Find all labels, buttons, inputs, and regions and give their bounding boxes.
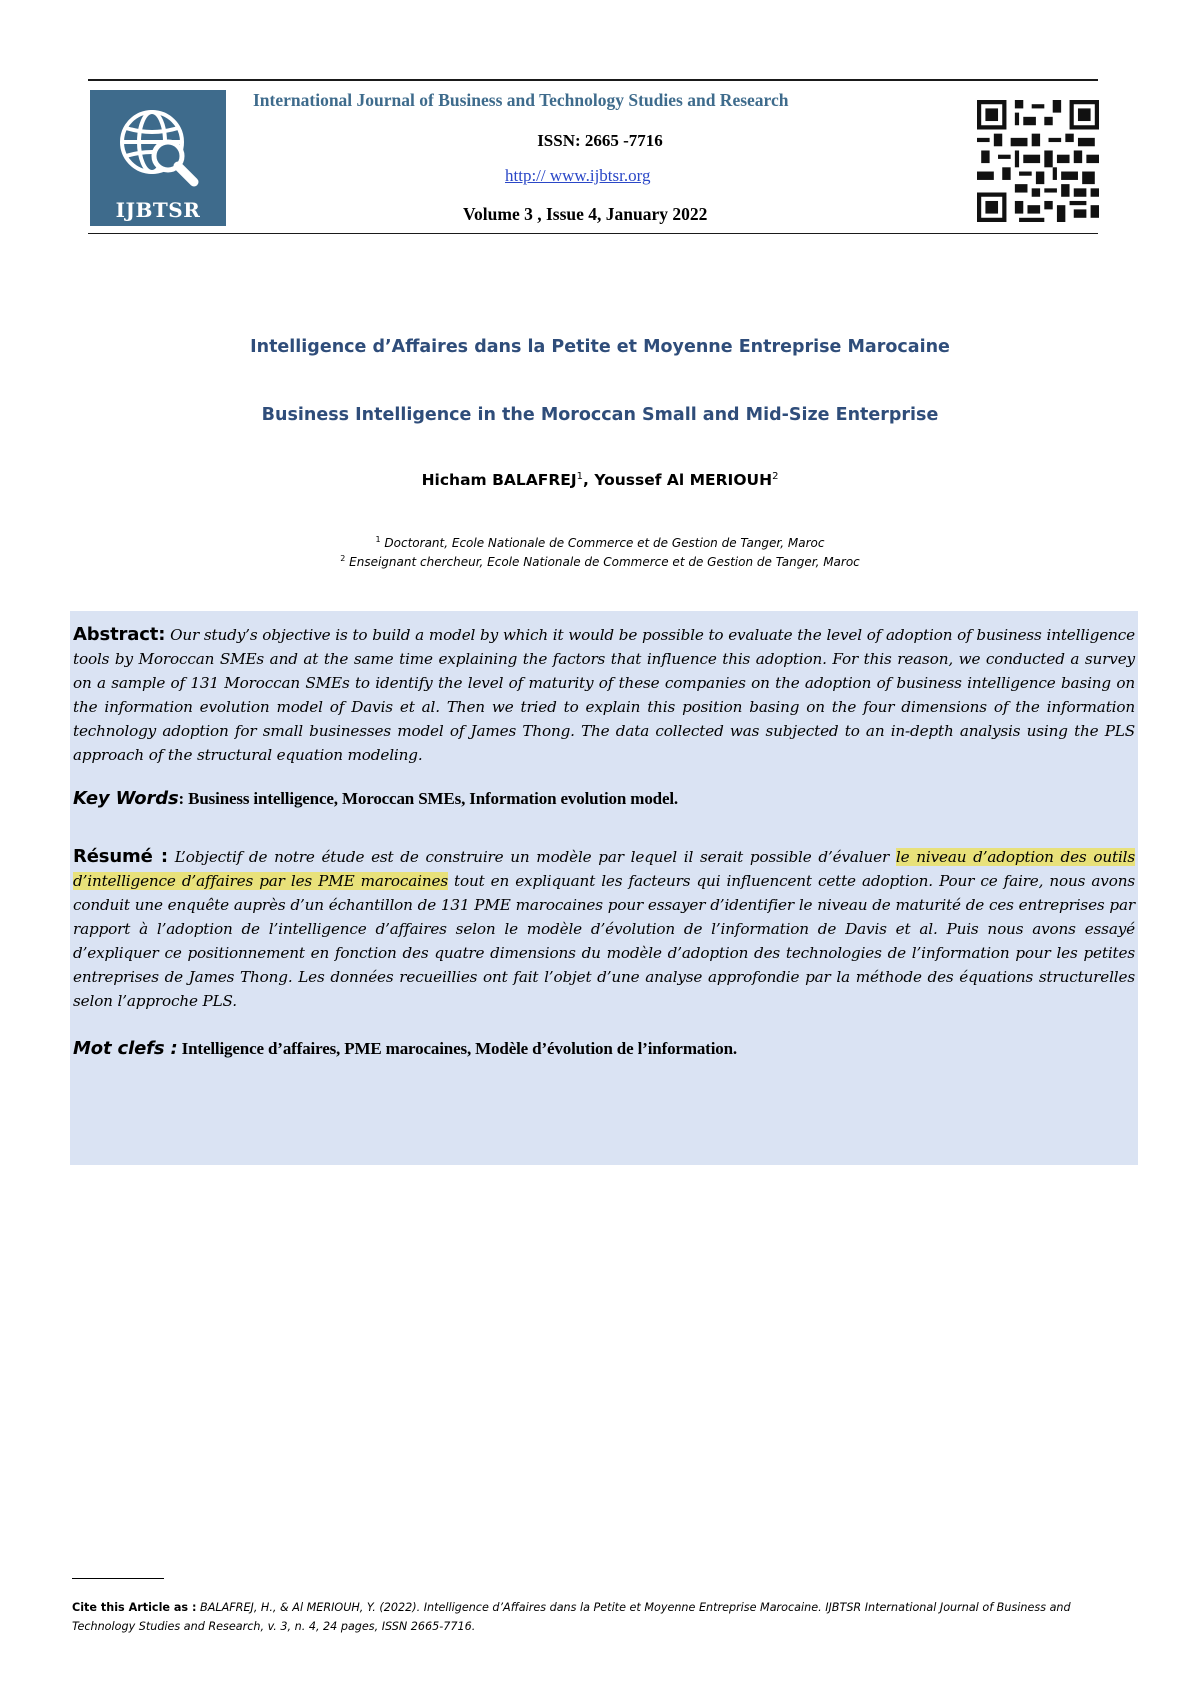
citation-label: Cite this Article as : bbox=[72, 1601, 197, 1614]
affiliation-1-text: Doctorant, Ecole Nationale de Commerce et de Gestion de Tanger, Maroc bbox=[380, 536, 825, 550]
keywords-colon: : bbox=[178, 789, 189, 808]
title-french: Intelligence d’Affaires dans la Petite et Moyenne Entreprise Marocaine bbox=[250, 337, 950, 357]
abstract-box bbox=[70, 611, 1138, 1165]
abstract-paragraph bbox=[73, 623, 1135, 767]
resume-text-before: L’objectif de notre étude est de construire un modèle par lequel il serait possible d’évaluer bbox=[167, 848, 896, 866]
header-bottom-rule bbox=[88, 233, 1098, 234]
resume-highlight: le niveau d’adoption des outils d’intelligence d’affaires par les PME marocaines bbox=[73, 848, 1136, 890]
author-1: Hicham BALAFREJ bbox=[421, 471, 577, 490]
qr-code-icon bbox=[977, 100, 1099, 222]
issn-text: ISSN: 2665 -7716 bbox=[537, 131, 663, 150]
title-english: Business Intelligence in the Moroccan Small and Mid-Size Enterprise bbox=[261, 405, 939, 425]
author-2: Youssef Al MERIOUH bbox=[594, 471, 773, 490]
journal-logo bbox=[90, 90, 226, 226]
citation-text: BALAFREJ, H., & Al MERIOUH, Y. (2022). Intelligence d’Affaires dans la Petite et Moyenne Entreprise Marocaine. IJBTSR International Journal of Business and Technology Studies and Research, v. 3, n. 4, 24 pages, ISSN 2665-7716. bbox=[72, 1601, 1071, 1633]
author-separator: , bbox=[583, 471, 595, 490]
header-top-rule bbox=[88, 79, 1098, 81]
keywords-paragraph bbox=[73, 787, 1135, 811]
keywords-value: Business intelligence, Moroccan SMEs, Information evolution model. bbox=[188, 789, 679, 808]
author-2-marker: 2 bbox=[772, 471, 779, 482]
abstract-text: Our study’s objective is to build a model by which it would be possible to evaluate the level of adoption of business intelligence tools by Moroccan SMEs and at the same time explaining the factors that influence this adoption. For this reason, we conducted a survey on a sample of 131 Moroccan SMEs to identify the level of maturity of these companies on the adoption of business intelligence basing on the information evolution model of Davis et al. Then we tried to explain this position basing on the four dimensions of the information technology adoption for small businesses model of James Thong. The data collected was subjected to an in-depth analysis using the PLS approach of the structural equation modeling. bbox=[73, 626, 1135, 764]
authors-line bbox=[0, 471, 1200, 489]
motclefs-paragraph bbox=[73, 1037, 1135, 1061]
resume-text-after: tout en expliquant les facteurs qui influencent cette adoption. Pour ce faire, nous avons conduit une enquête auprès d’un échantillon de 131 PME marocaines pour essayer d’identifier le niveau de maturité de ces entreprises par rapport à l’adoption de l’intelligence d’affaires selon le modèle d’évolution de l’information de Davis et al. Puis nous avons essayé d’expliquer ce positionnement en fonction des quatre dimensions du modèle d’adoption des technologies de l’information pour les petites entreprises de James Thong. Les données recueillies ont fait l’objet d’une analyse approfondie par la méthode des équations structurelles selon l’approche PLS. bbox=[73, 872, 1135, 1010]
resume-paragraph bbox=[73, 845, 1135, 1013]
logo-text: IJBTSR bbox=[115, 198, 201, 222]
affiliation-2-marker: 2 bbox=[340, 554, 346, 563]
motclefs-value: Intelligence d’affaires, PME marocaines, Modèle d’évolution de l’information. bbox=[177, 1039, 738, 1058]
volume-issue: Volume 3 , Issue 4, January 2022 bbox=[463, 204, 708, 224]
affiliation-2-text: Enseignant chercheur, Ecole Nationale de Commerce et de Gestion de Tanger, Maroc bbox=[345, 555, 860, 569]
journal-url-link[interactable]: http:// www.ijbtsr.org bbox=[505, 166, 651, 185]
resume-label: Résumé : bbox=[73, 846, 168, 867]
journal-name: International Journal of Business and Technology Studies and Research bbox=[253, 90, 789, 110]
affiliation-2 bbox=[0, 554, 1200, 569]
keywords-label: Key Words bbox=[73, 788, 179, 809]
motclefs-label: Mot clefs : bbox=[73, 1038, 178, 1059]
citation-footnote bbox=[72, 1598, 1137, 1636]
author-1-marker: 1 bbox=[576, 471, 584, 482]
footnote-rule bbox=[72, 1578, 164, 1579]
affiliation-1-marker: 1 bbox=[375, 535, 381, 544]
affiliation-1 bbox=[0, 535, 1200, 550]
abstract-label: Abstract: bbox=[73, 624, 166, 645]
